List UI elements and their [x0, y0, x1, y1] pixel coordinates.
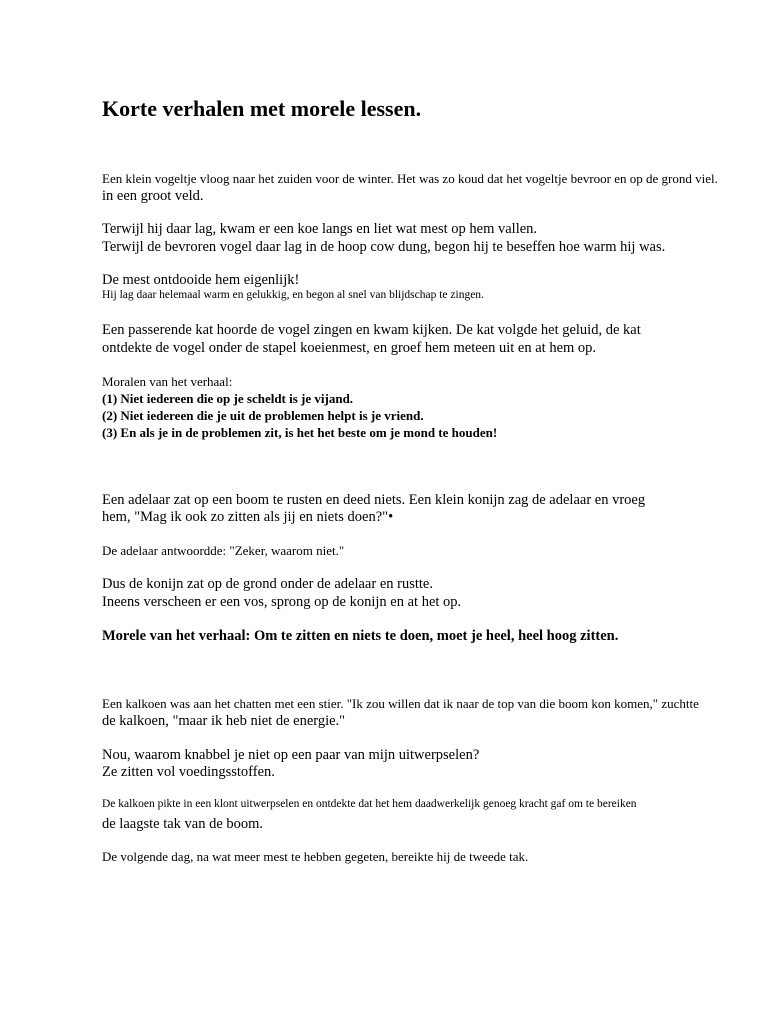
story3-paragraph3-line2: de laagste tak van de boom.: [102, 816, 264, 832]
story3-paragraph3-line1: De kalkoen pikte in een klont uitwerpselen en ontdekte dat het hem daadwerkelijk genoeg kracht gaf om te bereiken: [102, 798, 637, 810]
story1-paragraph2-line2: Terwijl de bevroren vogel daar lag in de hoop cow dung, begon hij te beseffen hoe warm hij was.: [102, 239, 666, 255]
story1-paragraph3-line1: De mest ontdooide hem eigenlijk!: [102, 272, 300, 288]
story1-paragraph4-line2: ontdekte de vogel onder de stapel koeienmest, en groef hem meteen uit en at hem op.: [102, 340, 597, 356]
story1-moral-1: (1) Niet iedereen die op je scheldt is je vijand.: [102, 391, 354, 406]
story2-moral: Morele van het verhaal: Om te zitten en niets te doen, moet je heel, heel hoog zitten.: [102, 628, 619, 644]
story2-paragraph2: De adelaar antwoordde: "Zeker, waarom niet.": [102, 543, 345, 558]
story1-moral-2: (2) Niet iedereen die je uit de problemen helpt is je vriend.: [102, 408, 424, 423]
story3-paragraph1-line1: Een kalkoen was aan het chatten met een stier. "Ik zou willen dat ik naar de top van die boom kon komen," zuchtte: [102, 696, 699, 711]
story1-paragraph4-line1: Een passerende kat hoorde de vogel zingen en kwam kijken. De kat volgde het geluid, de kat: [102, 322, 641, 338]
story3-paragraph2-line2: Ze zitten vol voedingsstoffen.: [102, 764, 275, 780]
story3-paragraph2-line1: Nou, waarom knabbel je niet op een paar van mijn uitwerpselen?: [102, 747, 480, 763]
story1-paragraph2-line1: Terwijl hij daar lag, kwam er een koe langs en liet wat mest op hem vallen.: [102, 221, 538, 237]
story1-paragraph3-line2: Hij lag daar helemaal warm en gelukkig, en begon al snel van blijdschap te zingen.: [102, 289, 484, 301]
story1-morals-heading: Moralen van het verhaal:: [102, 374, 233, 389]
story1-moral-3: (3) En als je in de problemen zit, is het het beste om je mond te houden!: [102, 425, 498, 440]
story2-paragraph1-line2: hem, "Mag ik ook zo zitten als jij en niets doen?"•: [102, 509, 394, 525]
story1-paragraph1-line1: Een klein vogeltje vloog naar het zuiden voor de winter. Het was zo koud dat het vogeltje bevroor en op de grond viel.: [102, 171, 718, 186]
story2-paragraph3-line1: Dus de konijn zat op de grond onder de adelaar en rustte.: [102, 576, 433, 592]
story3-paragraph4: De volgende dag, na wat meer mest te hebben gegeten, bereikte hij de tweede tak.: [102, 849, 529, 864]
page-title: Korte verhalen met morele lessen.: [102, 96, 422, 121]
story1-paragraph1-line2: in een groot veld.: [102, 188, 204, 204]
story2-paragraph1-line1: Een adelaar zat op een boom te rusten en deed niets. Een klein konijn zag de adelaar en vroeg: [102, 492, 646, 508]
story3-paragraph1-line2: de kalkoen, "maar ik heb niet de energie.": [102, 713, 346, 729]
story2-paragraph3-line2: Ineens verscheen er een vos, sprong op de konijn en at het op.: [102, 594, 462, 610]
